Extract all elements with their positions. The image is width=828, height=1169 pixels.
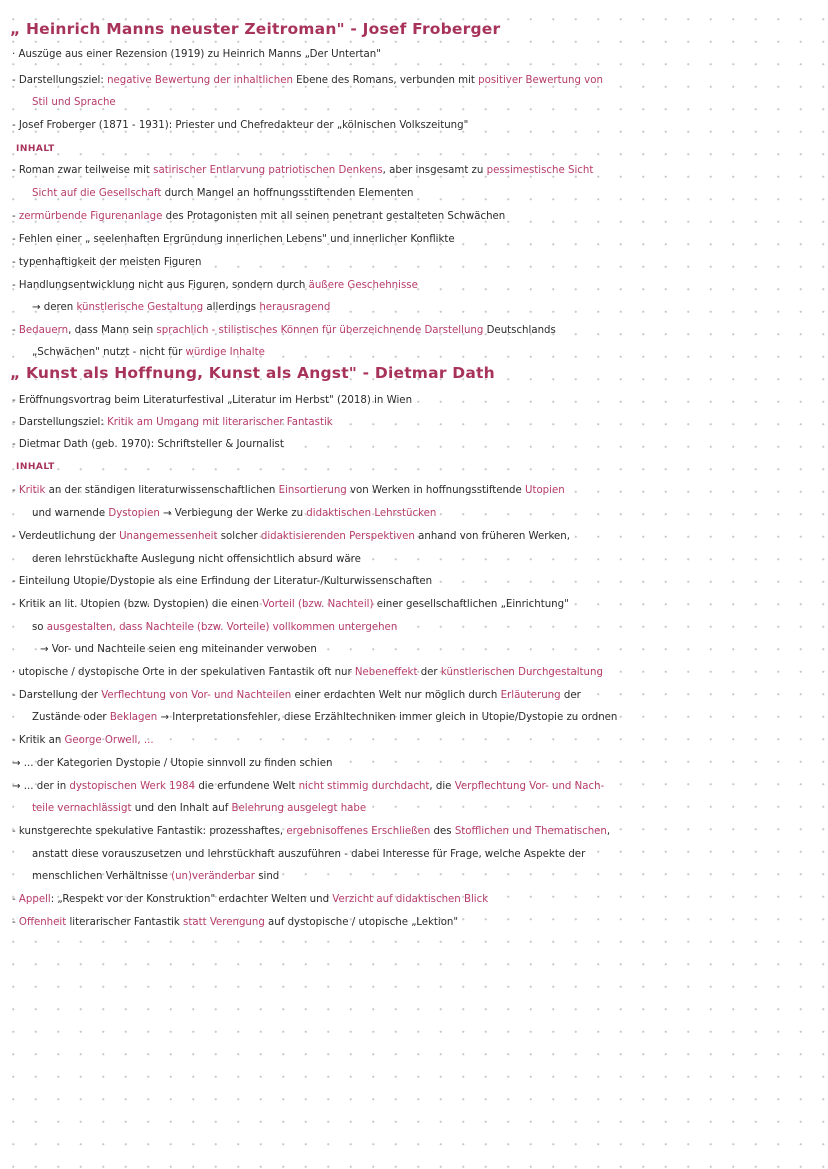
s2-inhalt-label: INHALT — [16, 462, 55, 472]
s2-content-10: - Darstellung der Verflechtung von Vor- und Nachteilen einer erdachten Welt nur möglich durch Erläuterung der — [12, 690, 581, 701]
s2-content-14: → ... der in dystopischen Werk 1984 die erfundene Welt nicht stimmig durchdacht, die Verpflechtung Vor- und Nach- — [12, 781, 605, 792]
s1-content-4: - Fehlen einer „ seelenhaften Ergründung innerlichen Lebens" und innerlicher Konflikte — [12, 234, 455, 245]
s2-content-2: und warnende Dystopien → Verbiegung der Werke zu didaktischen Lehrstücken — [32, 508, 437, 519]
s1-line-1: · Auszüge aus einer Rezension (1919) zu Heinrich Manns „Der Untertan" — [12, 49, 381, 60]
s2-content-20: - Offenheit literarischer Fantastik statt Verengung auf dystopische / utopische „Lektion" — [12, 917, 459, 928]
s2-content-12: - Kritik an George Orwell, ... — [12, 735, 154, 746]
s2-content-9: · utopische / dystopische Orte in der spekulativen Fantastik oft nur Nebeneffekt der künstlerischen Durchgestaltung — [12, 667, 603, 678]
s1-line-3: Stil und Sprache — [32, 97, 116, 108]
s2-content-4: deren lehrstückhafte Auslegung nicht offensichtlich absurd wäre — [32, 554, 361, 565]
s1-content-7: → deren künstlerische Gestaltung allerdings herausragend — [32, 302, 331, 313]
s2-content-18: menschlichen Verhältnisse (un)veränderbar sind — [32, 871, 280, 882]
s1-content-5: - typenhaftigkeit der meisten Figuren — [12, 257, 202, 268]
s2-content-1: - Kritik an der ständigen literaturwissenschaftlichen Einsortierung von Werken in hoffnungsstiftende Utopien — [12, 485, 565, 496]
s2-content-6: - Kritik an lit. Utopien (bzw. Dystopien) die einen Vorteil (bzw. Nachteil) einer gesellschaftlichen „Einrichtung" — [12, 599, 569, 610]
s2-content-16: - kunstgerechte spekulative Fantastik: prozesshaftes, ergebnisoffenes Erschließen des Stofflichen und Thematischen, — [12, 826, 611, 837]
s2-content-7: so ausgestalten, dass Nachteile (bzw. Vorteile) vollkommen untergehen — [32, 622, 398, 633]
s2-content-15: teile vernachlässigt und den Inhalt auf Belehrung ausgelegt habe — [32, 803, 367, 814]
section2-title: „ Kunst als Hoffnung, Kunst als Angst" - Dietmar Dath — [10, 364, 495, 382]
s2-line-2: - Darstellungsziel: Kritik am Umgang mit literarischer Fantastik — [12, 417, 333, 428]
s2-content-17: anstatt diese vorauszusetzen und lehrstückhaft auszuführen - dabei Interesse für Frage, welche Aspekte der — [32, 849, 586, 860]
s2-line-3: - Dietmar Dath (geb. 1970): Schriftsteller & Journalist — [12, 439, 284, 450]
s1-content-2: Sicht auf die Gesellschaft durch Mangel an hoffnungsstiftenden Elementen — [32, 188, 414, 199]
section1-title: „ Heinrich Manns neuster Zeitroman" - Josef Froberger — [10, 20, 501, 38]
s1-content-9: „Schwächen" nutzt - nicht für würdige Inhalte — [32, 347, 265, 358]
s1-content-6: - Handlungsentwicklung nicht aus Figuren, sondern durch äußere Geschehnisse — [12, 280, 418, 291]
s1-inhalt-label: INHALT — [16, 144, 55, 154]
s2-content-8: → Vor- und Nachteile seien eng miteinander verwoben — [40, 644, 317, 655]
s2-line-1: - Eröffnungsvortrag beim Literaturfestival „Literatur im Herbst" (2018) in Wien — [12, 395, 413, 406]
s1-content-3: - zermürbende Figurenanlage des Protagonisten mit all seinen penetrant gestalteten Schwächen — [12, 211, 506, 222]
s1-line-2: - Darstellungsziel: negative Bewertung der inhaltlichen Ebene des Romans, verbunden mit positiver Bewertung von — [12, 75, 603, 86]
s1-content-1: - Roman zwar teilweise mit satirischer Entlarvung patriotischen Denkens, aber insgesamt zu pessimestische Sicht — [12, 165, 594, 176]
s1-line-4: - Josef Froberger (1871 - 1931): Priester und Chefredakteur der „kölnischen Volkszeitung" — [12, 120, 469, 131]
s2-content-11: Zustände oder Beklagen → Interpretationsfehler, diese Erzähltechniken immer gleich in Utopie/Dystopie zu ordnen — [32, 712, 618, 723]
s2-content-3: - Verdeutlichung der Unangemessenheit solcher didaktisierenden Perspektiven anhand von früheren Werken, — [12, 531, 570, 542]
s2-content-5: - Einteilung Utopie/Dystopie als eine Erfindung der Literatur-/Kulturwissenschaften — [12, 576, 433, 587]
s2-content-13: → ... der Kategorien Dystopie / Utopie sinnvoll zu finden schien — [12, 758, 333, 769]
s2-content-19: - Appell: „Respekt vor der Konstruktion" erdachter Welten und Verzicht auf didaktischen Blick — [12, 894, 489, 905]
s1-content-8: - Bedauern, dass Mann sein sprachlich - stilistisches Können für überzeichnende Darstellung Deutschlands — [12, 325, 556, 336]
